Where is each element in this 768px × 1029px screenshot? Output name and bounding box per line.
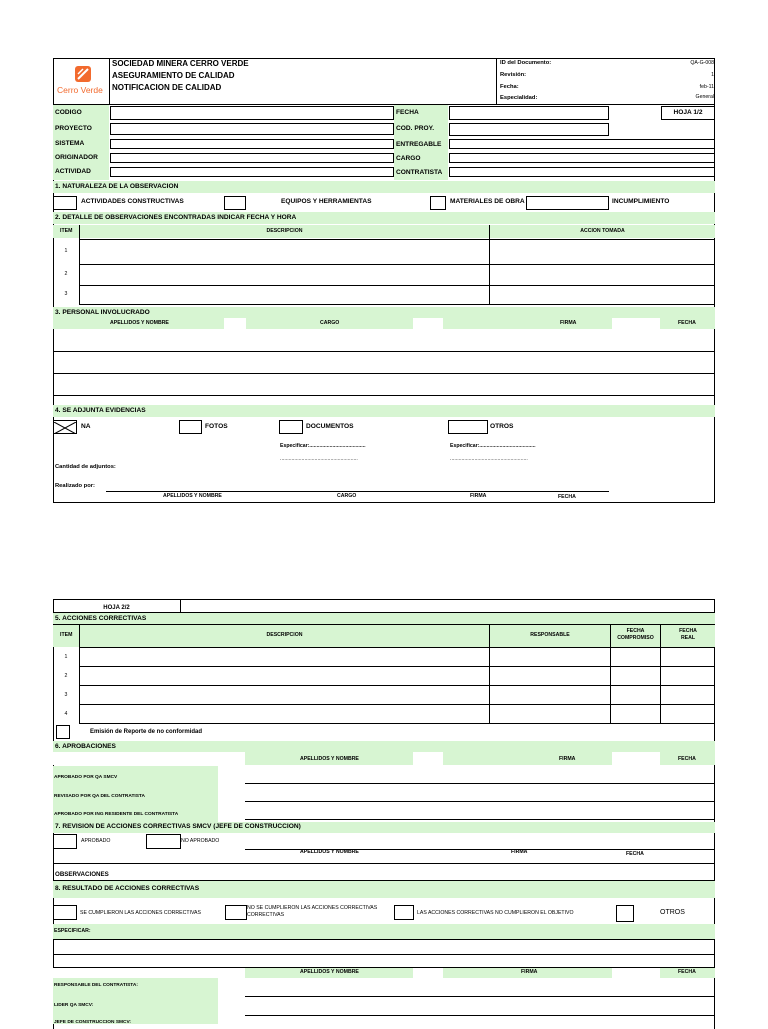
section-8-title: 8. RESULTADO DE ACCIONES CORRECTIVAS [55,885,200,892]
logo-text: Cerro Verde [57,85,103,95]
p2-item-3: 3 [64,692,68,698]
especialidad-label: Especialidad: [500,95,538,101]
s7-col-apellidos: APELLIDOS Y NOMBRE [300,849,359,855]
s6-col-firma: FIRMA [559,756,576,762]
col-accion-tomada: ACCION TOMADA [580,228,625,234]
accion-fr-4[interactable] [660,704,715,724]
no-cumplieron-checkbox[interactable] [225,905,247,920]
dots-documentos: ...................................................... [280,456,358,462]
observation-desc-1[interactable] [79,239,490,265]
p2-item-2: 2 [64,673,68,679]
col-cargo: CARGO [320,320,340,326]
footer-apellidos: APELLIDOS Y NOMBRE [163,493,222,499]
col-fecha: FECHA [678,320,696,326]
accion-fc-4[interactable] [610,704,661,724]
section-6-title: 6. APROBACIONES [55,743,116,750]
materiales-checkbox[interactable] [430,196,446,210]
otros-label: OTROS [490,423,514,430]
label-contratista: CONTRATISTA [396,169,443,176]
revision-label: Revisión: [500,72,527,78]
no-aprobado-label: NO APROBADO [181,838,220,844]
label-entregable: ENTREGABLE [396,141,442,148]
s9-col-fecha: FECHA [678,969,696,975]
fecha-label: Fecha: [500,84,519,90]
accion-desc-1[interactable] [79,647,490,667]
s9-col-firma: FIRMA [521,969,538,975]
col-item: ITEM [60,228,73,234]
emision-label: Emisión de Reporte de no conformidad [90,729,203,735]
p2-item-1: 1 [64,654,68,660]
otros-result-label: OTROS [660,909,685,916]
section-1-title: 1. NATURALEZA DE LA OBSERVACION [55,183,179,190]
actividades-label: ACTIVIDADES CONSTRUCTIVAS [81,198,184,205]
label-codigo: CODIGO [55,109,82,116]
dots-otros: ...................................................... [450,456,528,462]
actividad-field[interactable] [110,167,394,177]
item-3: 3 [64,291,68,297]
na-checkbox-checked[interactable] [53,420,77,434]
s6-col-fecha: FECHA [678,756,696,762]
s6-col-apellidos: APELLIDOS Y NOMBRE [300,756,359,762]
item-1: 1 [64,248,68,254]
jefe-construccion-smcv: JEFE DE CONSTRUCCION SMCV: [54,1020,132,1025]
equipos-label: EQUIPOS Y HERRAMIENTAS [281,198,372,205]
doc-id-label: ID del Documento: [500,60,552,66]
p2-col-fecha-compromiso-2: COMPROMISO [617,635,654,641]
otros-result-checkbox[interactable] [616,905,634,922]
accion-fr-2[interactable] [660,666,715,686]
entregable-field[interactable] [449,139,715,149]
equipos-checkbox[interactable] [224,196,246,210]
accion-fc-1[interactable] [610,647,661,667]
col-apellidos: APELLIDOS Y NOMBRE [110,320,169,326]
label-actividad: ACTIVIDAD [55,168,91,175]
se-cumplieron-checkbox[interactable] [53,905,77,920]
proyecto-field[interactable] [110,123,394,135]
responsable-contratista: RESPONSABLE DEL CONTRATISTA: [54,983,138,988]
hoja-2-label: HOJA 2/2 [103,605,130,611]
footer-fecha: FECHA [558,494,576,500]
label-sistema: SISTEMA [55,140,85,147]
accion-resp-3[interactable] [489,685,611,705]
no-objetivo-checkbox[interactable] [394,905,414,920]
aprobado-qa-smcv: APROBADO POR QA SMCV [54,775,118,780]
section-2-title: 2. DETALLE DE OBSERVACIONES ENCONTRADAS INDICAR FECHA Y HORA [55,214,297,221]
aprobado-label: APROBADO [81,838,111,844]
col-firma: FIRMA [560,320,577,326]
especialidad-value: General [695,94,714,100]
col-descripcion: DESCRIPCION [266,228,303,234]
check-x-icon [54,422,76,434]
no-cumplieron-label: NO SE CUMPLIERON LAS ACCIONES CORRECTIVAS [247,905,378,911]
label-cod-proy: COD. PROY. [396,125,435,132]
doc-id-value: QA-G-008 [690,60,714,66]
p2-col-fecha-real-1: FECHA [679,628,697,634]
cod-proy-field[interactable] [449,123,609,136]
no-cumplieron-label-2: CORRECTIVAS [247,912,285,918]
fotos-label: FOTOS [205,423,228,430]
realizado-por: Realizado por: [55,483,95,489]
item-2: 2 [64,271,68,277]
accion-resp-2[interactable] [489,666,611,686]
materiales-label: MATERIALES DE OBRA [450,198,525,205]
accion-desc-2[interactable] [79,666,490,686]
accion-fc-3[interactable] [610,685,661,705]
incumplimiento-label: INCUMPLIMIENTO [612,198,670,205]
originador-field[interactable] [110,153,394,163]
label-proyecto: PROYECTO [55,125,92,132]
label-fecha: FECHA [396,109,419,116]
actividades-checkbox[interactable] [53,196,77,210]
accion-fr-1[interactable] [660,647,715,667]
footer-firma: FIRMA [470,493,487,499]
company-logo [56,64,110,96]
label-cargo: CARGO [396,155,421,162]
observation-accion-2[interactable] [489,264,715,286]
observation-accion-1[interactable] [489,239,715,265]
footer-cargo: CARGO [337,493,357,499]
fecha-field[interactable] [449,106,609,120]
fotos-checkbox[interactable] [179,420,202,434]
p2-col-descripcion: DESCRIPCION [266,632,303,638]
cantidad-adjuntos: Cantidad de adjuntos: [55,464,116,470]
fecha-value: feb-11 [699,84,714,90]
aprobado-checkbox[interactable] [53,834,77,849]
observaciones-label: OBSERVACIONES [55,871,109,878]
observation-desc-2[interactable] [79,264,490,286]
section-3-title: 3. PERSONAL INVOLUCRADO [55,309,150,316]
contratista-field[interactable] [449,167,715,177]
cargo-field[interactable] [449,153,715,163]
accion-resp-1[interactable] [489,647,611,667]
otros-checkbox[interactable] [448,420,488,434]
revision-value: 1 [711,72,714,78]
sistema-field[interactable] [110,139,394,149]
section-4-header [53,405,715,417]
incumplimiento-checkbox[interactable] [526,196,609,210]
department: ASEGURAMIENTO DE CALIDAD [112,71,235,80]
documentos-checkbox[interactable] [279,420,303,434]
codigo-field[interactable] [110,106,394,120]
p2-col-fecha-compromiso-1: FECHA [626,628,645,634]
no-aprobado-checkbox[interactable] [146,834,181,849]
p2-item-4: 4 [64,711,68,717]
no-objetivo-label: LAS ACCIONES CORRECTIVAS NO CUMPLIERON EL OBJETIVO [417,910,574,916]
emision-checkbox[interactable] [56,725,70,739]
s7-col-fecha: FECHA [626,851,644,857]
especificar-label: ESPECIFICAR: [54,928,91,934]
accion-desc-4[interactable] [79,704,490,724]
accion-desc-3[interactable] [79,685,490,705]
especificar-documentos: Especificar:....................................... [280,443,366,449]
na-label: NA [81,423,91,430]
accion-fc-2[interactable] [610,666,661,686]
accion-resp-4[interactable] [489,704,611,724]
se-cumplieron-label: SE CUMPLIERON LAS ACCIONES CORRECTIVAS [80,910,201,916]
s9-col-apellidos: APELLIDOS Y NOMBRE [300,969,359,975]
especificar-otros: Especificar:....................................... [450,443,536,449]
p2-col-fecha-real-2: REAL [680,635,696,641]
p2-col-responsable: RESPONSABLE [530,632,570,638]
revisado-qa-contratista: REVISADO POR QA DEL CONTRATISTA [54,794,145,799]
section-7-title: 7. REVISION DE ACCIONES CORRECTIVAS SMCV (JEFE DE CONSTRUCCION) [55,823,301,830]
aprobado-ing-residente: APROBADO POR ING RESIDENTE DEL CONTRATISTA [54,812,179,817]
p2-col-item: ITEM [60,632,73,638]
document-title: NOTIFICACION DE CALIDAD [112,83,222,92]
accion-fr-3[interactable] [660,685,715,705]
section-4-title: 4. SE ADJUNTA EVIDENCIAS [55,407,146,414]
s7-col-firma: FIRMA [511,849,528,855]
company-name: SOCIEDAD MINERA CERRO VERDE [112,59,249,68]
hoja-1-label: HOJA 1/2 [673,109,703,116]
documentos-label: DOCUMENTOS [306,423,354,430]
section-5-title: 5. ACCIONES CORRECTIVAS [55,615,147,622]
lider-qa-smcv: LIDER QA SMCV: [54,1003,94,1008]
observation-accion-3[interactable] [489,285,715,305]
observation-desc-3[interactable] [79,285,490,305]
label-originador: ORIGINADOR [55,154,98,161]
